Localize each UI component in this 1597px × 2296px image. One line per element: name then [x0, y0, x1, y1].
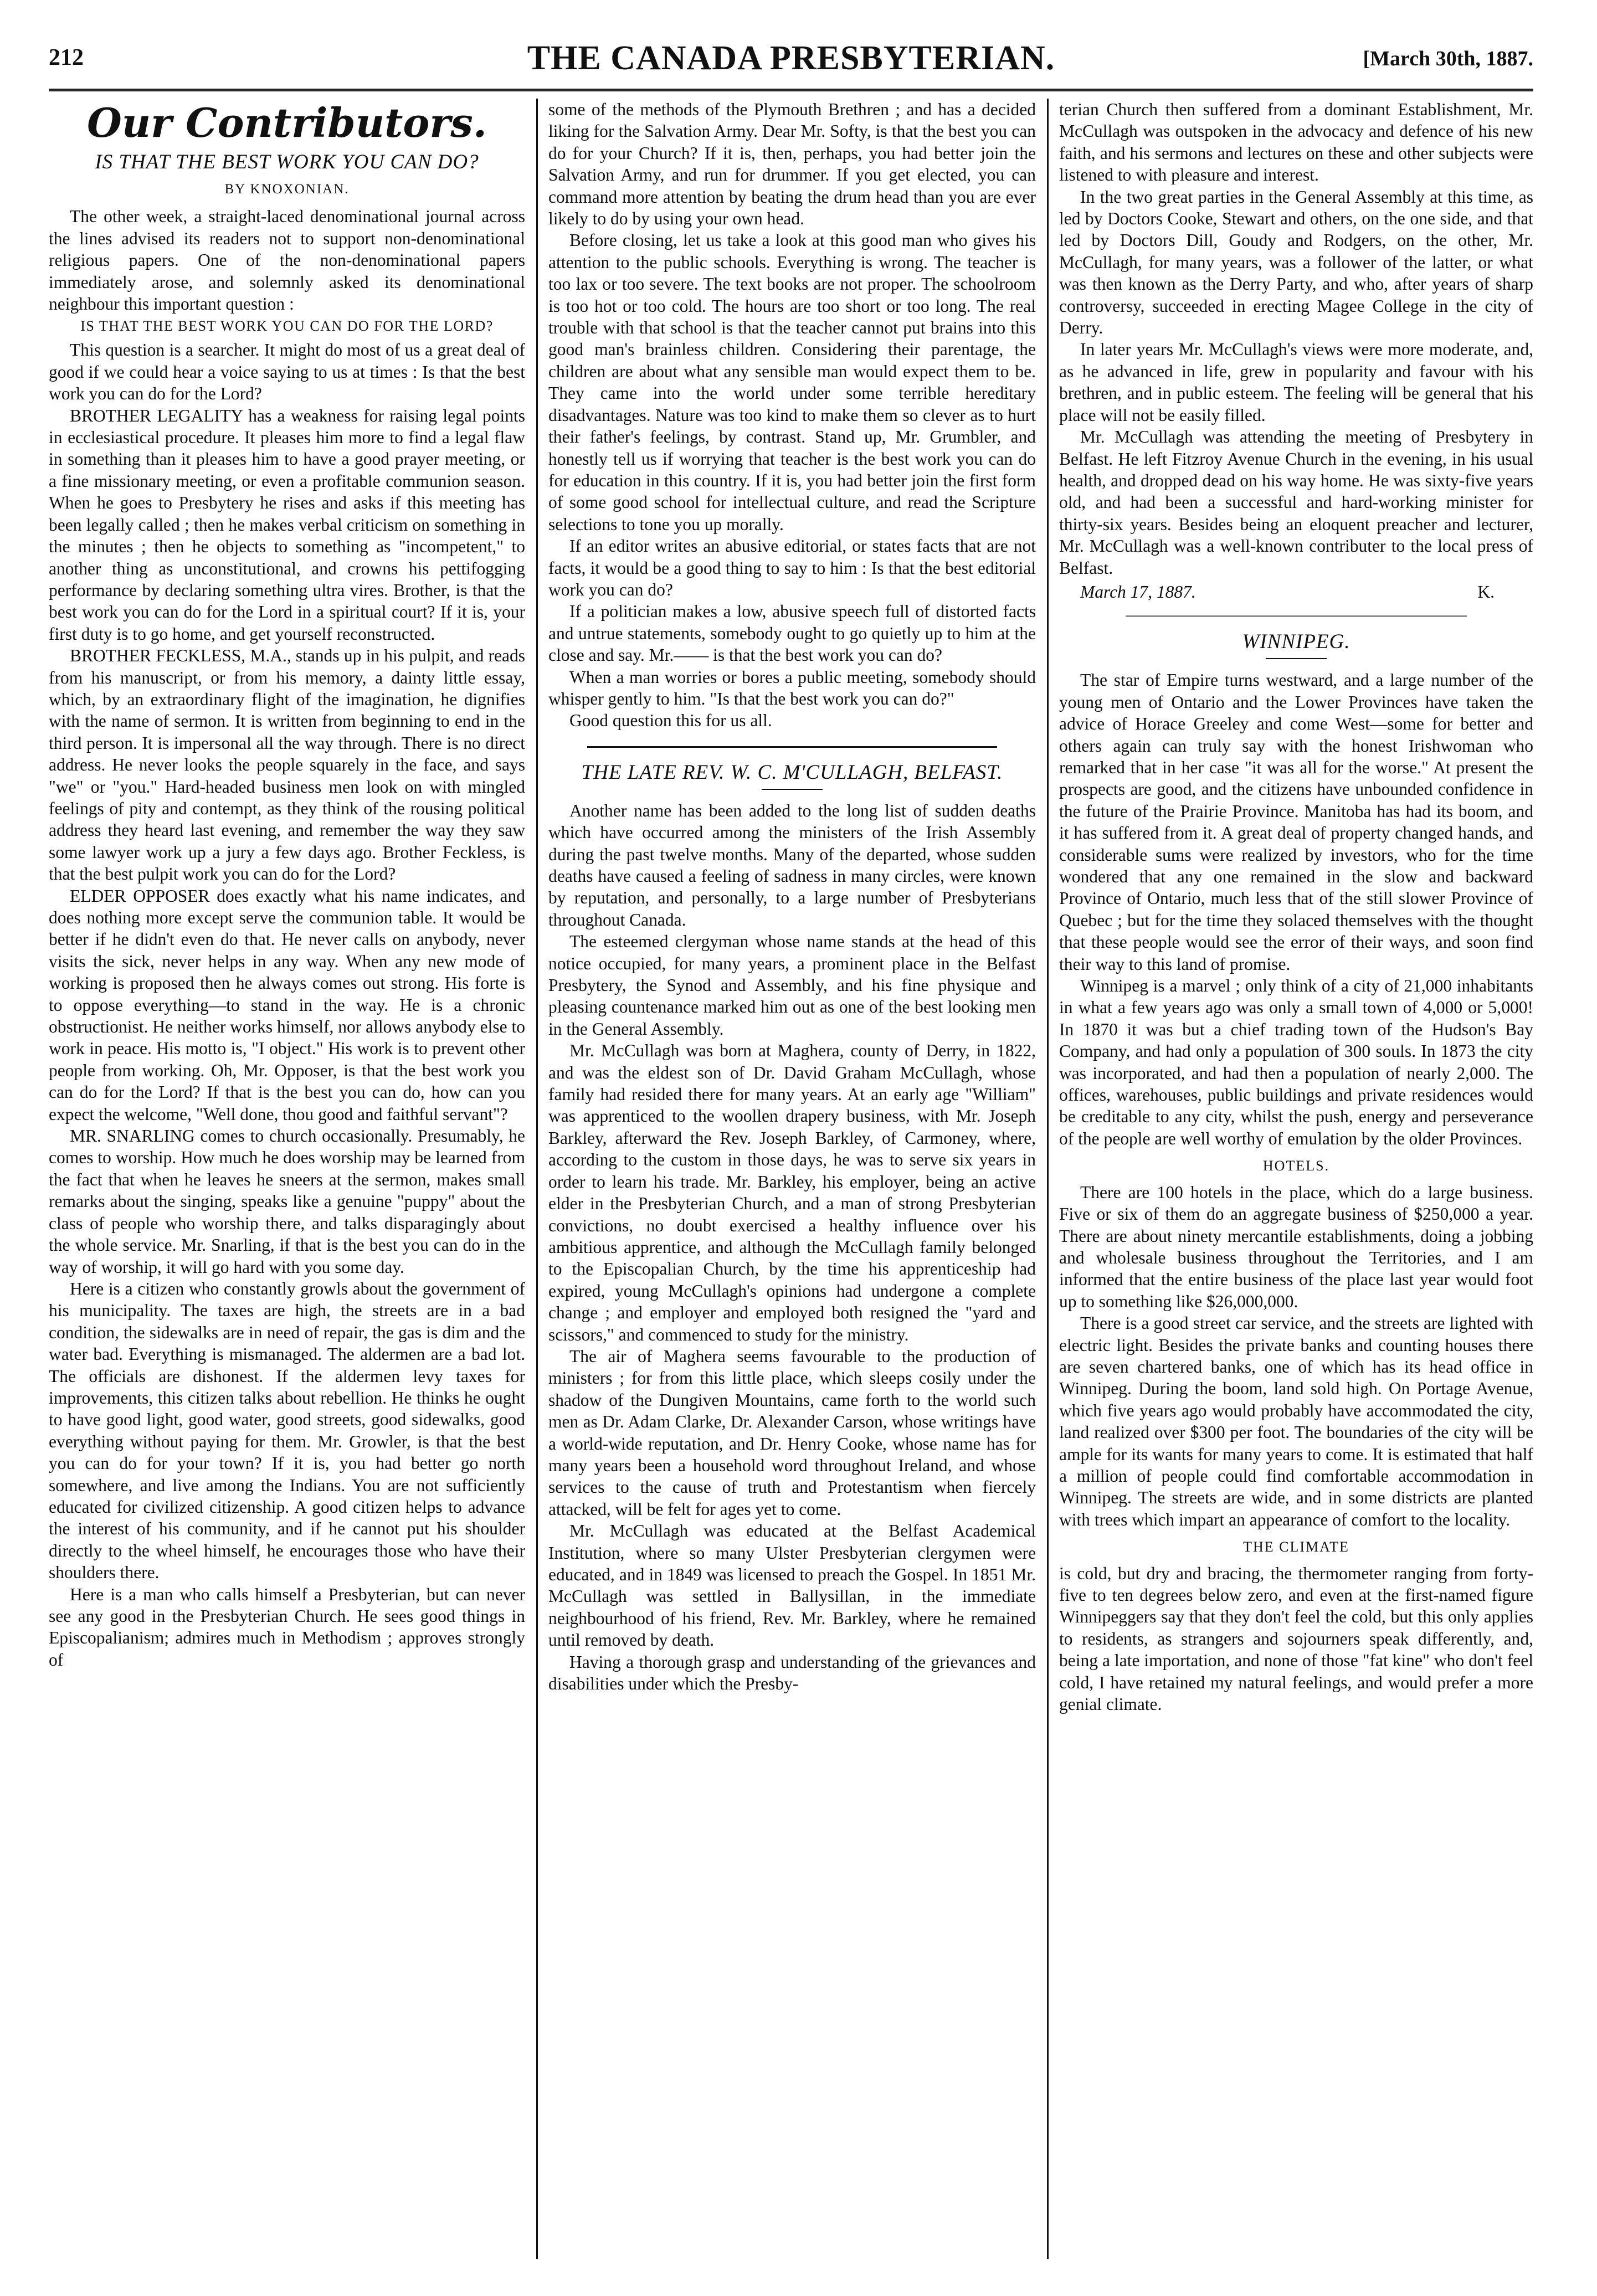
paragraph: MR. SNARLING comes to church occasionally. Presumably, he comes to worship. How much he does worship may be learned from the fact that when he leaves he sneers at the sermon, makes small remarks about the singing, speaks like a genuine "puppy" about the class of people who worship there, and talks disparagingly about the whole service. Mr. Snarling, if that is the best you can do in the way of worship, it will go hard with you some day. — [49, 1126, 525, 1277]
column-1 — [49, 99, 525, 2276]
paragraph: Winnipeg is a marvel ; only think of a city of 21,000 inhabitants in what a few years ago was only a small town of 4,000 or 5,000! In 1870 it was but a chief trading town of the Hudson's Bay Company, and had only a population of 300 souls. In 1873 the city was incorporated, and had then a population of nearly 2,000. The offices, warehouses, public buildings and private residences would be creditable to any city, whilst the push, energy and perseverance of the people are well worthy of emulation by the older Provinces. — [1059, 976, 1533, 1148]
paragraph: Mr. McCullagh was educated at the Belfast Academical Institution, where so many Ulster Presbyterian clergymen were educated, and in 1849 was licensed to preach the Gospel. In 1851 Mr. McCullagh was settled in Ballysillan, in the immediate neighbourhood of his friend, Rev. Mr. Barkley, where he remained until removed by death. — [548, 1521, 1036, 1650]
paragraph: There is a good street car service, and the streets are lighted with electric light. Besides the private banks and counting houses there are seven chartered banks, one of which has its head office in Winnipeg. During the boom, land sold high. On Portage Avenue, which five years ago would probably have accommodated the city, land realized over $300 per foot. The boundaries of the city will be ample for its wants for many years to come. It is estimated that half a million of people could find comfortable accommodation in Winnipeg. The streets are wide, and in some districts are planted with trees which impart an appearance of comfort to the locality. — [1059, 1313, 1533, 1529]
column-3 — [1059, 99, 1533, 2276]
article-title: IS THAT THE BEST WORK YOU CAN DO? — [95, 151, 479, 173]
author-signature: K. — [1477, 582, 1495, 602]
paragraph: If a politician makes a low, abusive speech full of distorted facts and untrue statements, somebody ought to go quietly up to him at the close and say. Mr.—— is that the best work you can do? — [548, 602, 1036, 665]
paragraph: The esteemed clergyman whose name stands at the head of this notice occupied, for many years, a prominent place in the Belfast Presbytery, the Synod and Assembly, and his fine physique and pleasing countenance marked him out as one of the best looking men in the General Assembly. — [548, 932, 1036, 1039]
subheading: HOTELS. — [1262, 1158, 1330, 1174]
masthead: THE CANADA PRESBYTERIAN. — [527, 39, 1055, 77]
page-number: 212 — [49, 45, 84, 70]
article-title: WINNIPEG. — [1242, 630, 1350, 654]
column-2 — [548, 99, 1036, 2276]
paragraph: In the two great parties in the General Assembly at this time, as led by Doctors Cooke, Stewart and others, on the one side, and that led by Doctors Dill, Goudy and Rodgers, on the other, Mr. McCullagh, for many years, was a follower of the latter, or what was then known as the Derry Party, and who, after years of sharp controversy, succeeded in erecting Magee College in the city of Derry. — [1059, 187, 1533, 338]
article-separator — [587, 746, 997, 748]
paragraph: If an editor writes an abusive editorial, or states facts that are not facts, it would be a good thing to say to him : Is that the best editorial work you can do? — [548, 536, 1036, 599]
paragraph: The star of Empire turns westward, and a large number of the young men of Ontario and the Lower Provinces have taken the advice of Horace Greeley and come West—some for better and others again can truly say with the honest Irishwoman who remarked that in her case "it was all for the worse." At present the prospects are good, and the citizens have unbounded confidence in the future of the Prairie Province. Manitoba has had its boom, and it has suffered from it. A great deal of property changed hands, and considerable sums were realized by investors, who for the time wondered that any one remained in the slow and backward Province of Ontario, much less that of the still slower Province of Quebec ; but for the time they solaced themselves with the thought that these people would see the error of their ways, and soon find their way to this land of promise. — [1059, 670, 1533, 974]
article-separator — [1126, 615, 1467, 617]
article-byline: BY KNOXONIAN. — [224, 182, 350, 197]
paragraph: Here is a citizen who constantly growls about the government of his municipality. The taxes are high, the streets are in a bad condition, the sidewalks are in need of repair, the gas is dim and the water bad. Everything is mismanaged. The aldermen are a bad lot. The officials are dishonest. If the aldermen levy taxes for improvements, this citizen talks about rebellion. He thinks he ought to have good light, good water, good streets, good sidewalks, good everything without paying for them. Mr. Growler, is that the best you can do for your town? If it is, you had better go north somewhere, and live among the Indians. You are not sufficiently educated for civilized citizenship. A good citizen helps to advance the interest of his community, and if he cannot put his shoulder directly to the wheel himself, he encourages those who have their shoulders there. — [49, 1278, 525, 1583]
title-rule — [1266, 658, 1327, 659]
paragraph: Mr. McCullagh was attending the meeting of Presbytery in Belfast. He left Fitzroy Avenue Church in the evening, in his usual health, and dropped dead on his way home. He was sixty-five years old, and had been a successful and hard-working minister for thirty-six years. Besides being an eloquent preacher and lecturer, Mr. McCullagh was a well-known contributer to the local press of Belfast. — [1059, 427, 1533, 578]
paragraph: some of the methods of the Plymouth Brethren ; and has a decided liking for the Salvation Army. Dear Mr. Softy, is that the best you can do for your Church? If it is, then, perhaps, you had better join the Salvation Army, and run for drummer. If you get elected, you can command more attention by beating the drum head than you are ever likely to do by using your own head. — [548, 100, 1036, 229]
paragraph: is cold, but dry and bracing, the thermometer ranging from forty-five to ten degrees below zero, and even at the first-named figure Winnipeggers say that they don't feel the cold, but this only applies to residents, as strangers and sojourners speak differently, and, being a late importation, and none of those "fat kine" who don't feel cold, I have retained my natural feelings, and would prefer a more genial climate. — [1059, 1563, 1533, 1714]
column-divider — [536, 99, 538, 2259]
article-dateline — [1059, 581, 1533, 603]
paragraph: Mr. McCullagh was born at Maghera, county of Derry, in 1822, and was the eldest son of Dr. David Graham McCullagh, whose family had resided there for many years. At an early age "William" was apprenticed to the woollen drapery business, with Mr. Joseph Barkley, afterward the Rev. Joseph Barkley, of Carmoney, where, according to the custom in those days, he was to serve six years in order to learn his trade. Mr. Barkley, his employer, being an active elder in the Presbyterian Church, and a man of strong Presbyterian convictions, no doubt exercised a healthy influence over his ambitious apprentice, and although the McCullagh family belonged to the Episcopalian Church, by the time his apprenticeship had expired, young McCullagh's opinions had undergone a complete change ; and employer and employed both resigned the "yard and scissors," and commenced to study for the ministry. — [548, 1041, 1036, 1344]
paragraph: Before closing, let us take a look at this good man who gives his attention to the public schools. Everything is wrong. The teacher is too lax or too severe. The text books are not proper. The schoolroom is too hot or too cold. The hours are too short or too long. The real trouble with that school is that the teacher cannot put brains into this good man's brainless children. Considering their parentage, the children are about what any sensible man would expect them to be. They came into the world under some terrible hereditary disadvantages. Nature was too kind to make them so clever as to hurt their father's feelings, by contrast. Stand up, Mr. Grumbler, and honestly tell us if worrying that teacher is the best work you can do for education in this country. If it is, you had better join the first form of some good school for intellectual culture, and read the Scripture selections to tone you up morally. — [548, 230, 1036, 534]
paragraph: Good question this for us all. — [569, 711, 772, 731]
paragraph: When a man worries or bores a public meeting, somebody should whisper gently to him. "Is that the best work you can do?" — [548, 667, 1036, 708]
paragraph: Another name has been added to the long list of sudden deaths which have occurred among the ministers of the Irish Assembly during the past twelve months. Many of the departed, whose sudden deaths have caused a feeling of sadness in many circles, were known by reputation, and personally, to a large number of Presbyterians throughout Canada. — [548, 800, 1036, 929]
paragraph: There are 100 hotels in the place, which do a large business. Five or six of them do an aggregate business of $250,000 a year. There are about ninety mercantile establishments, doing a jobbing and wholesale business throughout the Territories, and I am informed that the entire business of the place last year would foot up to something like $26,000,000. — [1059, 1182, 1533, 1311]
header-rule — [49, 89, 1533, 91]
article-title: THE LATE REV. W. C. M'CULLAGH, BELFAST. — [581, 761, 1003, 784]
pull-question: IS THAT THE BEST WORK YOU CAN DO FOR THE LORD? — [80, 318, 494, 335]
paragraph: This question is a searcher. It might do most of us a great deal of good if we could hear a voice saying to us at times : Is that the best work you can do for the Lord? — [49, 340, 525, 404]
page-header — [49, 39, 1533, 89]
title-rule — [762, 789, 823, 790]
paragraph: The air of Maghera seems favourable to the production of ministers ; for from this little place, which sleeps cosily under the shadow of the Dungiven Mountains, came forth to the world such men as Dr. Adam Clarke, Dr. Alexander Carson, whose writings have a world-wide reputation, and Dr. Henry Cooke, whose name has for many years been a household word throughout Ireland, and whose services to the cause of truth and Protestantism when fiercely attacked, will be felt for ages yet to come. — [548, 1346, 1036, 1519]
paragraph: In later years Mr. McCullagh's views were more moderate, and, as he advanced in life, grew in popularity and favour with his brethren, and in public esteem. The feeling will be general that his place will not be easily filled. — [1059, 340, 1533, 425]
paragraph: The other week, a straight-laced denominational journal across the lines advised its readers not to support non-denominational religious papers. One of the non-denominational papers immediately arose, and solemnly asked its denominational neighbour this important question : — [49, 207, 525, 314]
subheading: THE CLIMATE — [1243, 1539, 1349, 1555]
paragraph: BROTHER FECKLESS, M.A., stands up in his pulpit, and reads from his manuscript, or from his memory, a dainty little essay, which, by an extraordinary flight of the imagination, he dignifies with the name of sermon. It is written from beginning to end in the third person. It is impersonal all the way through. There is no direct address. He never looks the people squarely in the face, and says "we" or "you." Hard-headed business men look on with mingled feelings of pity and contempt, as they think of the rousing political address they heard last evening, and remember the way they saw some lawyer work up a jury a few days ago. Brother Feckless, is that the best pulpit work you can do for the Lord? — [49, 646, 525, 884]
paragraph: Having a thorough grasp and understanding of the grievances and disabilities under which the Presby- — [548, 1652, 1036, 1694]
issue-date: [March 30th, 1887. — [1363, 47, 1533, 70]
paragraph: BROTHER LEGALITY has a weakness for raising legal points in ecclesiastical procedure. It pleases him more to find a legal flaw in something than it pleases him to have a good prayer meeting, or a fine missionary meeting, or even a profitable communion season. When he goes to Presbytery he rises and asks if this meeting has been legally called ; then he makes verbal criticism on something in the minutes ; then he objects to something as "incompetent," to another thing as unconstitutional, and crowns his pettifogging performance by declaring something ultra vires. Brother, is that the best work you can do for the Lord in a spiritual court? If it is, your first duty is to go home, and get yourself reconstructed. — [49, 405, 525, 644]
dateline-text: March 17, 1887. — [1080, 582, 1196, 602]
paragraph: ELDER OPPOSER does exactly what his name indicates, and does nothing more except serve the communion table. It would be better if he didn't even do that. He never calls on anybody, never visits the sick, never helps in any way. When any new mode of working is proposed then he always comes out strong. His forte is to oppose everything—to stand in the way. He is a chronic obstructionist. He neither works himself, nor allows anybody else to work in peace. His motto is, "I object." His work is to prevent other people from working. Oh, Mr. Opposer, is that the best work you can do for the Lord? If that is the best you can do, how can you expect the welcome, "Well done, thou good and faithful servant"? — [49, 886, 525, 1124]
paragraph: terian Church then suffered from a dominant Establishment, Mr. McCullagh was outspoken in the advocacy and defence of his new faith, and his sermons and lectures on these and other subjects were listened to with pleasure and interest. — [1059, 100, 1533, 185]
paragraph: Here is a man who calls himself a Presbyterian, but can never see any good in the Presbyterian Church. He sees good things in Episcopalianism; admires much in Methodism ; approves strongly of — [49, 1584, 525, 1670]
section-heading: Our Contributors. — [87, 99, 487, 146]
column-divider — [1047, 99, 1049, 2259]
